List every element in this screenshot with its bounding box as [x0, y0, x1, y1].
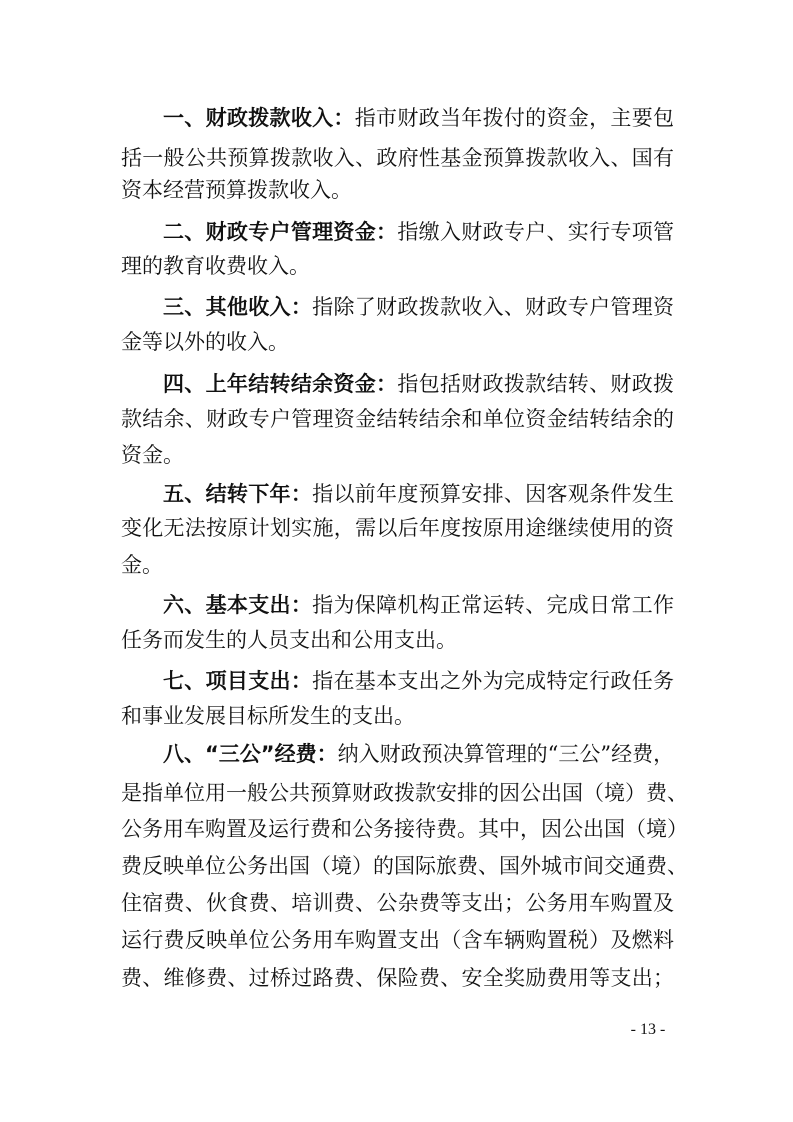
item-4-line-2: 款结余、财政专户管理资金结转结余和单位资金结转结余的: [121, 407, 674, 431]
item-6-term: 六、基本支出：: [163, 593, 313, 617]
item-3-term: 三、其他收入：: [163, 295, 313, 319]
item-5-text: 指以前年度预算安排、因客观条件发生: [312, 482, 675, 506]
item-2-term: 二、财政专户管理资金：: [163, 220, 398, 244]
item-7-term: 七、项目支出：: [163, 669, 313, 693]
item-4-text: 指包括财政拨款结转、财政拨: [397, 372, 675, 396]
item-8-line-3: 公务用车购置及运行费和公务接待费。其中，因公出国（境）: [121, 817, 688, 841]
item-3-line-2: 金等以外的收入。: [121, 330, 289, 354]
item-3-text: 指除了财政拨款收入、财政专户管理资: [312, 295, 675, 319]
item-3-line-1: [163, 287, 674, 327]
item-2-text: 指缴入财政专户、实行专项管: [397, 220, 675, 244]
item-8-line-5: 住宿费、伙食费、培训费、公杂费等支出；公务用车购置及: [121, 891, 674, 915]
item-1-line-2: 括一般公共预算拨款收入、政府性基金预算拨款收入、国有: [121, 146, 674, 170]
item-4-line-3: 资金。: [121, 443, 184, 467]
item-8-line-4: 费反映单位公务出国（境）的国际旅费、国外城市间交通费、: [121, 854, 688, 878]
item-7-line-2: 和事业发展目标所发生的支出。: [121, 704, 415, 728]
item-2-line-2: 理的教育收费收入。: [121, 254, 310, 278]
item-5-line-2: 变化无法按原计划实施，需以后年度按原用途继续使用的资: [121, 516, 674, 540]
item-8-line-1: [163, 734, 674, 774]
item-8-line-2: 是指单位用一般公共预算财政拨款安排的因公出国（境）费、: [121, 781, 688, 805]
item-1-line-3: 资本经营预算拨款收入。: [121, 178, 352, 202]
item-6-line-1: [163, 585, 674, 625]
item-8-line-7: 费、维修费、过桥过路费、保险费、安全奖励费用等支出；: [121, 966, 674, 990]
item-1-term: 一、财政拨款收入：: [163, 106, 355, 130]
item-4-term: 四、上年结转结余资金：: [163, 372, 398, 396]
item-6-text: 指为保障机构正常运转、完成日常工作: [312, 593, 675, 617]
item-7-line-1: [163, 661, 674, 701]
item-7-text: 指在基本支出之外为完成特定行政任务: [312, 669, 675, 693]
item-6-line-2: 任务而发生的人员支出和公用支出。: [121, 628, 457, 652]
item-1-text: 指市财政当年拨付的资金，主要包: [354, 106, 675, 130]
item-8-line-6: 运行费反映单位公务用车购置支出（含车辆购置税）及燃料: [121, 928, 674, 952]
item-5-term: 五、结转下年：: [163, 482, 313, 506]
item-8-term: 八、“三公”经费：: [163, 742, 338, 766]
page-number: - 13 -: [630, 1021, 666, 1038]
item-5-line-3: 金。: [121, 553, 163, 577]
item-8-text: 纳入财政预决算管理的“三公”经费，: [337, 742, 675, 766]
item-4-line-1: [163, 364, 674, 404]
item-1-line-1: [163, 98, 674, 138]
